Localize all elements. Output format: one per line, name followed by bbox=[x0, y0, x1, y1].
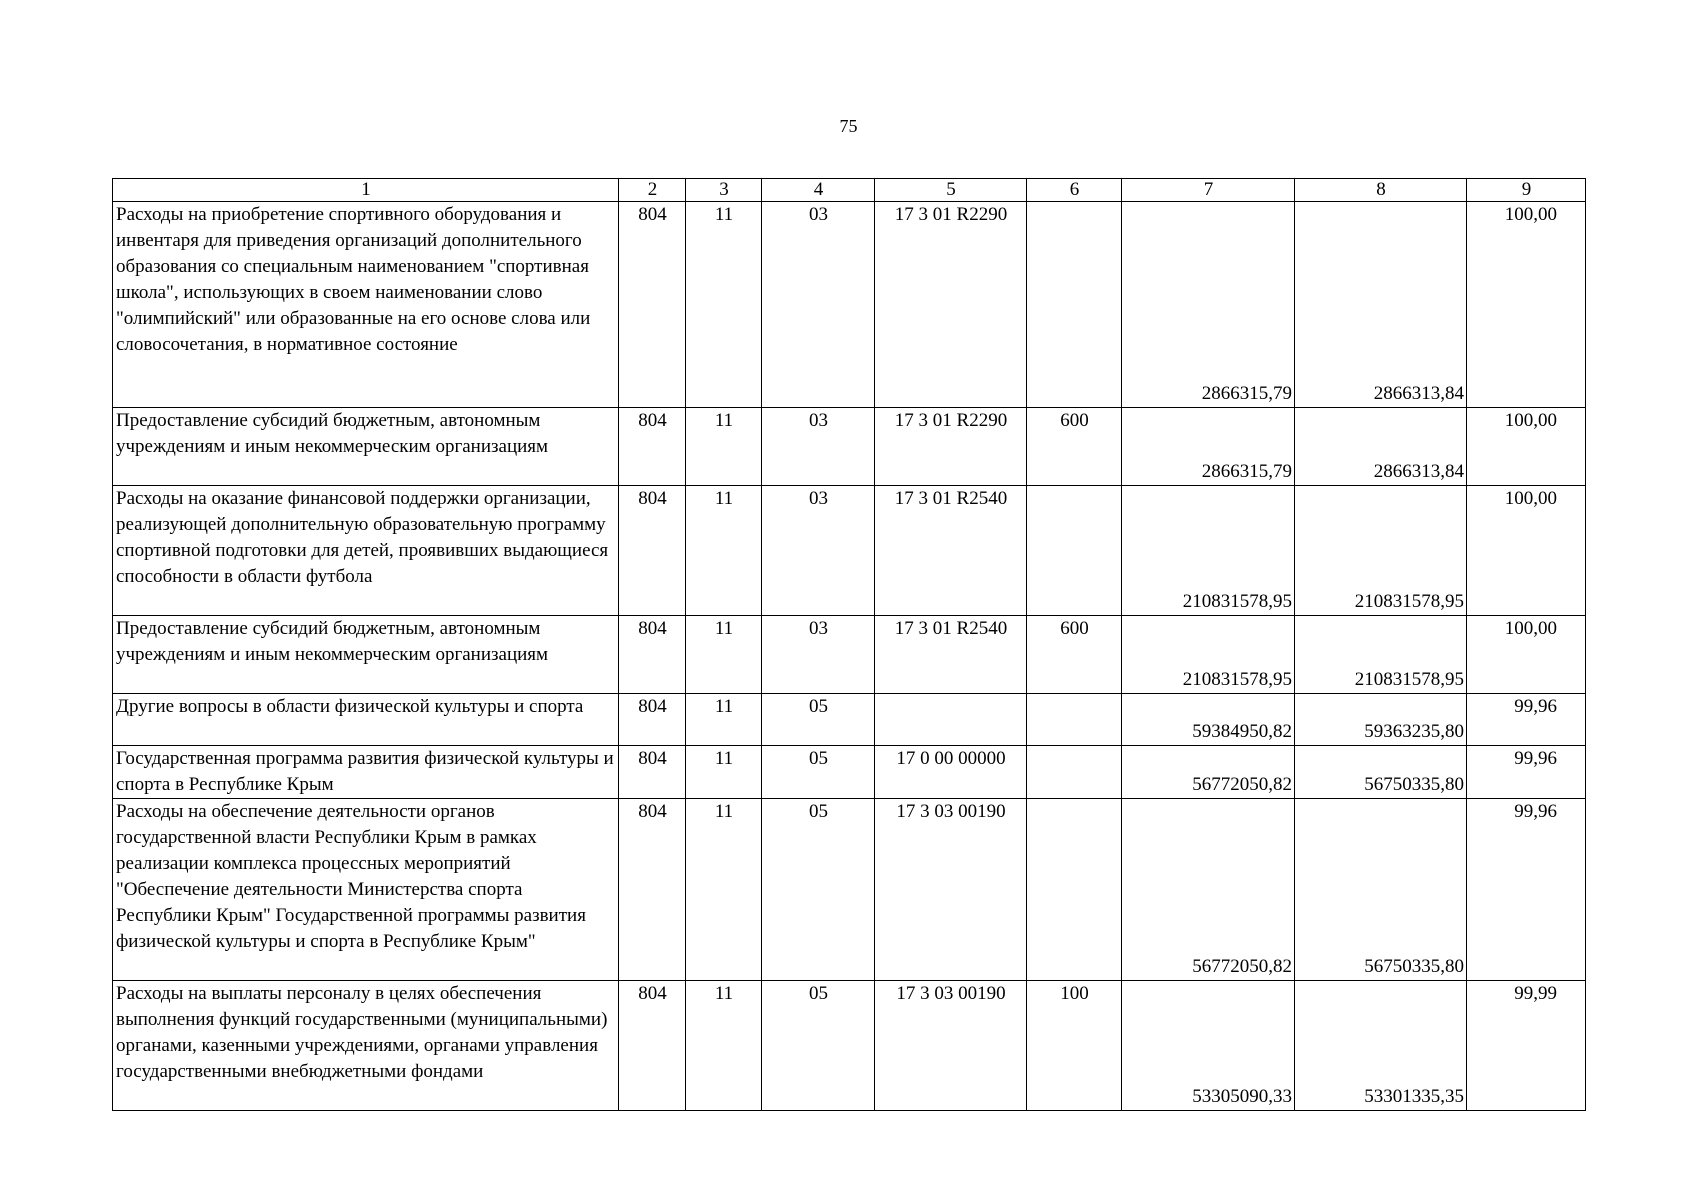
column-header: 6 bbox=[1027, 179, 1122, 202]
table-row bbox=[113, 616, 1586, 694]
table-row bbox=[113, 799, 1586, 981]
subsection-code: 03 bbox=[762, 202, 875, 408]
subsection-code: 05 bbox=[762, 799, 875, 981]
column-header: 7 bbox=[1122, 179, 1295, 202]
expense-type-code bbox=[1027, 486, 1122, 616]
budget-table bbox=[112, 178, 1586, 1111]
expense-name: Предоставление субсидий бюджетным, автономным учреждениям и иным некоммерческим организациям bbox=[113, 408, 619, 486]
target-item-code: 17 3 01 R2290 bbox=[875, 202, 1027, 408]
executed-amount: 56750335,80 bbox=[1295, 746, 1467, 799]
planned-amount: 53305090,33 bbox=[1122, 981, 1295, 1111]
subsection-code: 05 bbox=[762, 694, 875, 746]
target-item-code: 17 3 01 R2290 bbox=[875, 408, 1027, 486]
column-header: 5 bbox=[875, 179, 1027, 202]
column-header: 9 bbox=[1467, 179, 1586, 202]
ministry-code: 804 bbox=[619, 981, 686, 1111]
execution-percent: 100,00 bbox=[1467, 408, 1586, 486]
section-code: 11 bbox=[686, 981, 762, 1111]
ministry-code: 804 bbox=[619, 408, 686, 486]
executed-amount: 2866313,84 bbox=[1295, 202, 1467, 408]
table-row bbox=[113, 694, 1586, 746]
planned-amount: 56772050,82 bbox=[1122, 799, 1295, 981]
expense-type-code bbox=[1027, 694, 1122, 746]
expense-name: Другие вопросы в области физической культуры и спорта bbox=[113, 694, 619, 746]
planned-amount: 210831578,95 bbox=[1122, 616, 1295, 694]
ministry-code: 804 bbox=[619, 799, 686, 981]
execution-percent: 100,00 bbox=[1467, 616, 1586, 694]
section-code: 11 bbox=[686, 408, 762, 486]
column-header: 4 bbox=[762, 179, 875, 202]
section-code: 11 bbox=[686, 746, 762, 799]
expense-type-code bbox=[1027, 202, 1122, 408]
target-item-code: 17 3 03 00190 bbox=[875, 981, 1027, 1111]
expense-type-code: 600 bbox=[1027, 616, 1122, 694]
section-code: 11 bbox=[686, 202, 762, 408]
target-item-code: 17 0 00 00000 bbox=[875, 746, 1027, 799]
section-code: 11 bbox=[686, 799, 762, 981]
target-item-code: 17 3 01 R2540 bbox=[875, 486, 1027, 616]
column-header: 3 bbox=[686, 179, 762, 202]
planned-amount: 210831578,95 bbox=[1122, 486, 1295, 616]
subsection-code: 03 bbox=[762, 408, 875, 486]
planned-amount: 2866315,79 bbox=[1122, 408, 1295, 486]
expense-type-code bbox=[1027, 746, 1122, 799]
execution-percent: 99,96 bbox=[1467, 746, 1586, 799]
table-row bbox=[113, 981, 1586, 1111]
expense-type-code bbox=[1027, 799, 1122, 981]
executed-amount: 2866313,84 bbox=[1295, 408, 1467, 486]
target-item-code: 17 3 01 R2540 bbox=[875, 616, 1027, 694]
ministry-code: 804 bbox=[619, 202, 686, 408]
expense-name: Расходы на обеспечение деятельности органов государственной власти Республики Крым в рамках реализации комплекса процессных мероприятий "Обеспечение деятельности Министерства спорта Республики Крым" Государственной программы развития физической культуры и спорта в Республике Крым" bbox=[113, 799, 619, 981]
target-item-code bbox=[875, 694, 1027, 746]
ministry-code: 804 bbox=[619, 486, 686, 616]
planned-amount: 59384950,82 bbox=[1122, 694, 1295, 746]
expense-name: Предоставление субсидий бюджетным, автономным учреждениям и иным некоммерческим организациям bbox=[113, 616, 619, 694]
execution-percent: 100,00 bbox=[1467, 202, 1586, 408]
subsection-code: 05 bbox=[762, 746, 875, 799]
expense-name: Расходы на приобретение спортивного оборудования и инвентаря для приведения организаций дополнительного образования со специальным наименованием "спортивная школа", использующих в своем наименовании слово "олимпийский" или образованные на его основе слова или словосочетания, в нормативное состояние bbox=[113, 202, 619, 408]
execution-percent: 99,96 bbox=[1467, 799, 1586, 981]
planned-amount: 2866315,79 bbox=[1122, 202, 1295, 408]
column-header: 8 bbox=[1295, 179, 1467, 202]
table-row bbox=[113, 746, 1586, 799]
expense-name: Расходы на выплаты персоналу в целях обеспечения выполнения функций государственными (муниципальными) органами, казенными учреждениями, органами управления государственными внебюджетными фондами bbox=[113, 981, 619, 1111]
executed-amount: 56750335,80 bbox=[1295, 799, 1467, 981]
target-item-code: 17 3 03 00190 bbox=[875, 799, 1027, 981]
planned-amount: 56772050,82 bbox=[1122, 746, 1295, 799]
column-header: 2 bbox=[619, 179, 686, 202]
executed-amount: 59363235,80 bbox=[1295, 694, 1467, 746]
ministry-code: 804 bbox=[619, 746, 686, 799]
ministry-code: 804 bbox=[619, 694, 686, 746]
column-header: 1 bbox=[113, 179, 619, 202]
page-number: 75 bbox=[839, 116, 858, 136]
executed-amount: 53301335,35 bbox=[1295, 981, 1467, 1111]
expense-type-code: 100 bbox=[1027, 981, 1122, 1111]
executed-amount: 210831578,95 bbox=[1295, 616, 1467, 694]
expense-name: Расходы на оказание финансовой поддержки организации, реализующей дополнительную образовательную программу спортивной подготовки для детей, проявивших выдающиеся способности в области футбола bbox=[113, 486, 619, 616]
executed-amount: 210831578,95 bbox=[1295, 486, 1467, 616]
section-code: 11 bbox=[686, 616, 762, 694]
expense-name: Государственная программа развития физической культуры и спорта в Республике Крым bbox=[113, 746, 619, 799]
execution-percent: 99,99 bbox=[1467, 981, 1586, 1111]
expense-type-code: 600 bbox=[1027, 408, 1122, 486]
subsection-code: 05 bbox=[762, 981, 875, 1111]
table-row bbox=[113, 408, 1586, 486]
subsection-code: 03 bbox=[762, 616, 875, 694]
execution-percent: 100,00 bbox=[1467, 486, 1586, 616]
section-code: 11 bbox=[686, 486, 762, 616]
table-row bbox=[113, 486, 1586, 616]
table-header-row bbox=[113, 179, 1586, 202]
ministry-code: 804 bbox=[619, 616, 686, 694]
execution-percent: 99,96 bbox=[1467, 694, 1586, 746]
table-row bbox=[113, 202, 1586, 408]
section-code: 11 bbox=[686, 694, 762, 746]
subsection-code: 03 bbox=[762, 486, 875, 616]
